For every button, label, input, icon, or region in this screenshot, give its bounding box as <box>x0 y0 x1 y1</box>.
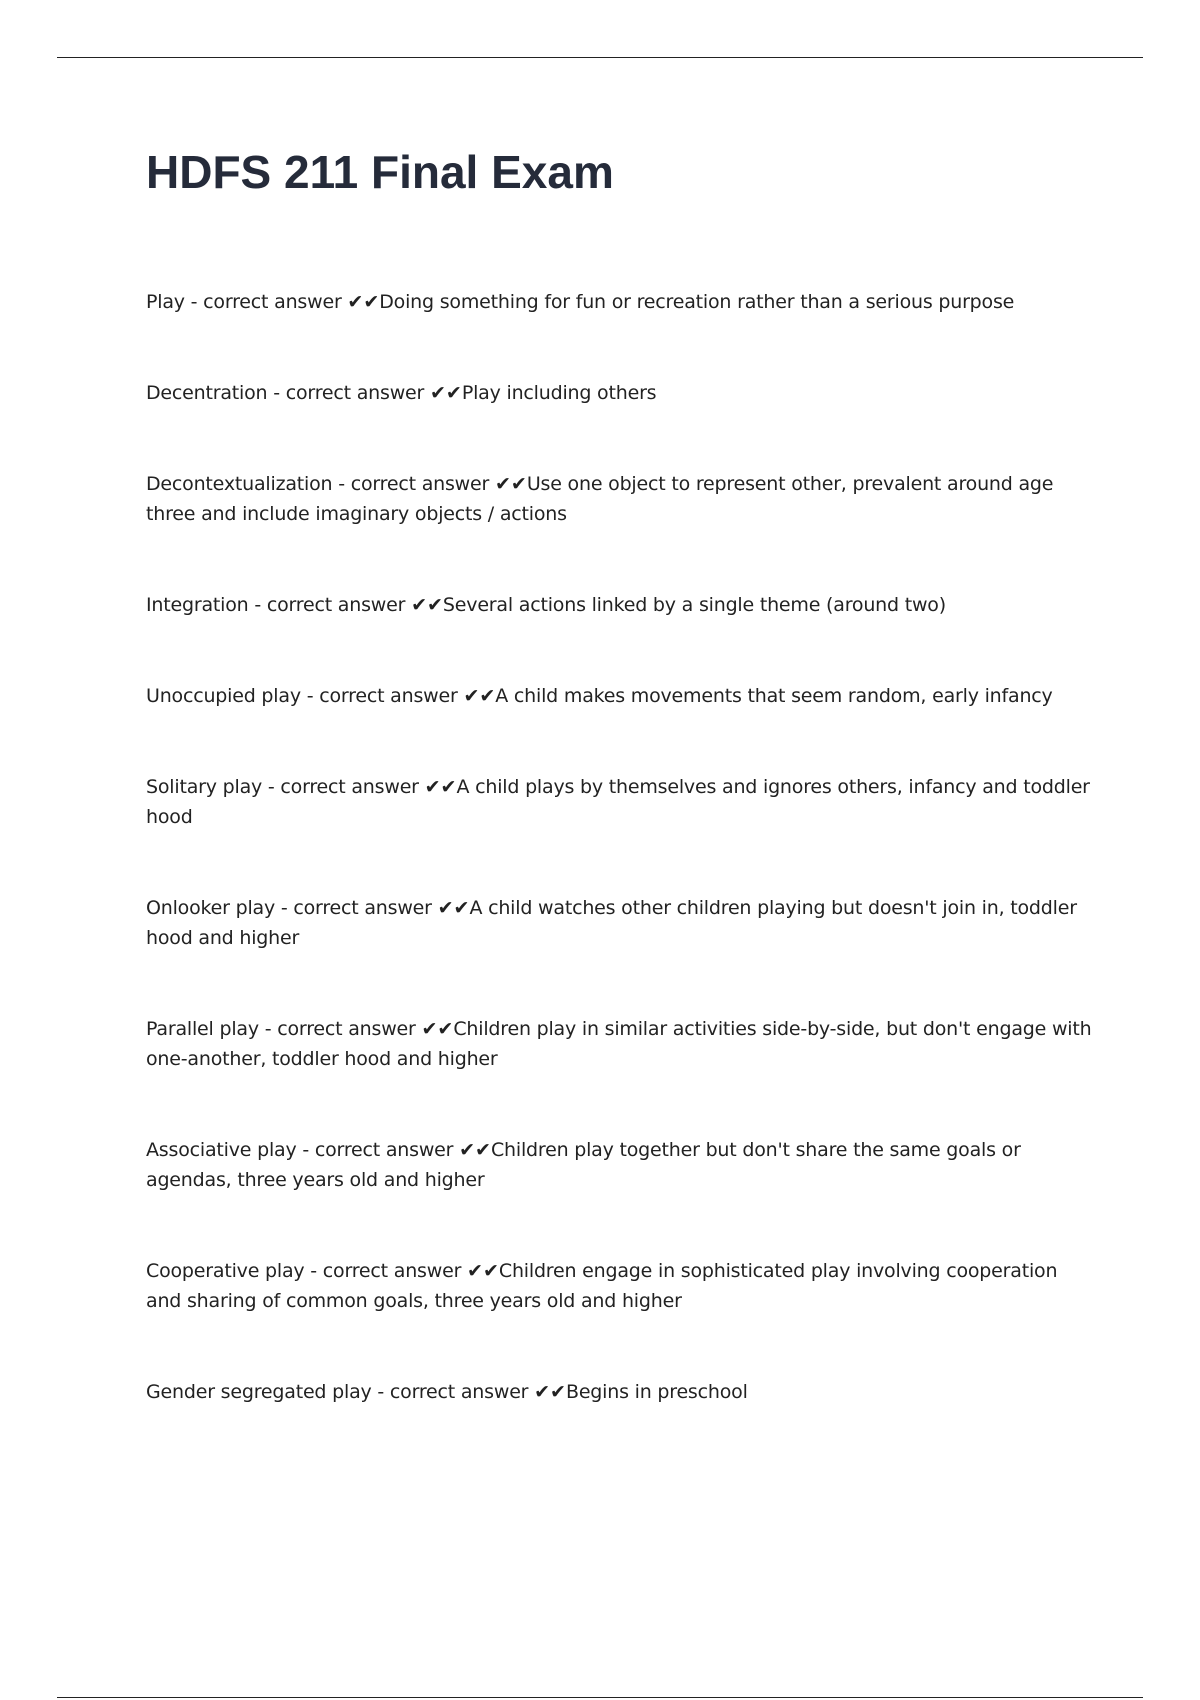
answer: A child watches other children playing but doesn't join in, toddler hood and higher <box>146 897 1077 949</box>
term: Onlooker play <box>146 897 276 919</box>
checkmark-icon: ✔✔ <box>421 1018 454 1040</box>
answer: Play including others <box>461 382 657 404</box>
separator: - correct answer <box>296 1139 460 1161</box>
term: Gender segregated play <box>146 1381 372 1403</box>
separator: - correct answer <box>332 473 495 495</box>
answer: Several actions linked by a single theme (around two) <box>442 594 946 616</box>
answer: A child makes movements that seem random, early infancy <box>495 685 1053 707</box>
checkmark-icon: ✔✔ <box>459 1139 491 1161</box>
qa-list <box>146 287 1096 1407</box>
document-body <box>146 140 1096 1403</box>
qa-item <box>146 1256 1096 1316</box>
term: Parallel play <box>146 1018 259 1040</box>
checkmark-icon: ✔✔ <box>411 594 443 616</box>
qa-item <box>146 1135 1096 1195</box>
answer: A child plays by themselves and ignores others, infancy and toddler hood <box>146 776 1090 828</box>
answer: Children engage in sophisticated play involving cooperation and sharing of common goals, three years old and higher <box>146 1260 1058 1312</box>
separator: - correct answer <box>371 1381 535 1403</box>
qa-item <box>146 378 1096 408</box>
document-title: HDFS 211 Final Exam <box>146 146 614 198</box>
separator: - correct answer <box>300 685 464 707</box>
qa-item <box>146 893 1096 953</box>
checkmark-icon: ✔✔ <box>429 382 462 404</box>
checkmark-icon: ✔✔ <box>494 473 527 495</box>
bottom-rule <box>57 1697 1143 1698</box>
separator: - correct answer <box>262 776 425 798</box>
answer: Children play in similar activities side-by-side, but don't engage with one-another, toddler hood and higher <box>146 1018 1092 1070</box>
qa-item <box>146 1014 1096 1074</box>
term: Solitary play <box>146 776 263 798</box>
checkmark-icon: ✔✔ <box>534 1381 566 1403</box>
term: Integration <box>146 594 249 616</box>
answer: Begins in preschool <box>565 1381 748 1403</box>
qa-item <box>146 590 1096 620</box>
qa-item <box>146 469 1096 529</box>
term: Decontextualization <box>146 473 333 495</box>
term: Unoccupied play <box>146 685 301 707</box>
top-rule <box>57 57 1143 58</box>
separator: - correct answer <box>275 897 438 919</box>
answer: Children play together but don't share the same goals or agendas, three years old and higher <box>146 1139 1021 1191</box>
separator: - correct answer <box>248 594 412 616</box>
separator: - correct answer <box>304 1260 468 1282</box>
qa-item <box>146 287 1096 317</box>
qa-item <box>146 1377 1096 1407</box>
separator: - correct answer <box>258 1018 422 1040</box>
term: Cooperative play <box>146 1260 305 1282</box>
checkmark-icon: ✔✔ <box>463 685 496 707</box>
separator: - correct answer <box>267 382 430 404</box>
checkmark-icon: ✔✔ <box>424 776 457 798</box>
qa-item <box>146 772 1096 832</box>
term: Decentration <box>146 382 268 404</box>
qa-item <box>146 681 1096 711</box>
term: Associative play <box>146 1139 297 1161</box>
answer: Use one object to represent other, prevalent around age three and include imaginary objects / actions <box>146 473 1054 525</box>
checkmark-icon: ✔✔ <box>347 291 380 313</box>
term: Play <box>146 291 185 313</box>
checkmark-icon: ✔✔ <box>437 897 470 919</box>
checkmark-icon: ✔✔ <box>467 1260 499 1282</box>
separator: - correct answer <box>184 291 348 313</box>
answer: Doing something for fun or recreation rather than a serious purpose <box>379 291 1015 313</box>
